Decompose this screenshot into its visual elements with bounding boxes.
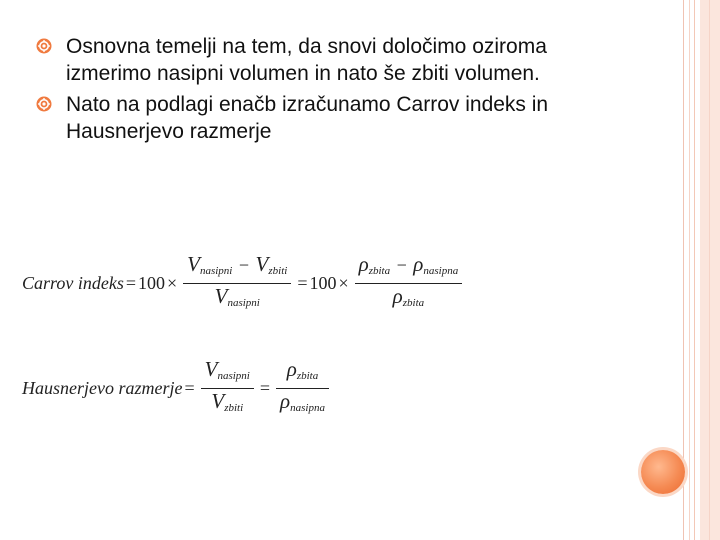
decorative-circle [641,450,685,494]
bullet-text: Nato na podlagi enačb izračunamo Carrov indeks in Hausnerjevo razmerje [66,93,549,143]
density-fraction: $\frac{\rho_{zbita} - \rho_{nasipna}}{\rho_{zbita}}$ [355,252,463,315]
bullet-item [36,33,636,87]
border-line [689,0,690,540]
bullet-list [36,33,636,149]
bullet-icon [36,38,52,54]
border-line [709,0,710,540]
hausner-ratio-formula: Hausnerjevo razmerje = $\frac{V_{nasipni}}{V_{zbiti}}$ = $\frac{\rho_{zbita}}{\rho_{nasipna}}$ [22,352,333,424]
bullet-icon [36,96,52,112]
border-line [683,0,684,540]
bullet-item [36,91,636,145]
density-fraction: $\frac{\rho_{zbita}}{\rho_{nasipna}}$ [276,357,329,420]
formula-label: Hausnerjevo razmerje [22,377,183,398]
volume-fraction: $\frac{V_{nasipni} - V_{zbiti}}{V_{nasipni}}$ [183,252,291,315]
volume-fraction: $\frac{V_{nasipni}}{V_{zbiti}}$ [201,357,254,420]
border-line [694,0,695,540]
bullet-text: Osnovna temelji na tem, da snovi določimo oziroma izmerimo nasipni volumen in nato še zbiti volumen. [66,35,547,85]
carr-index-formula: Carrov indeks = 100 × $\frac{V_{nasipni} - V_{zbiti}}{V_{nasipni}}$ = 100 × $\frac{\rho_{zbita} - \rho_{nasipna}}{\rho_{zbita}}$ [22,248,466,318]
formula-label: Carrov indeks [22,272,124,293]
right-edge-decoration [700,0,720,540]
